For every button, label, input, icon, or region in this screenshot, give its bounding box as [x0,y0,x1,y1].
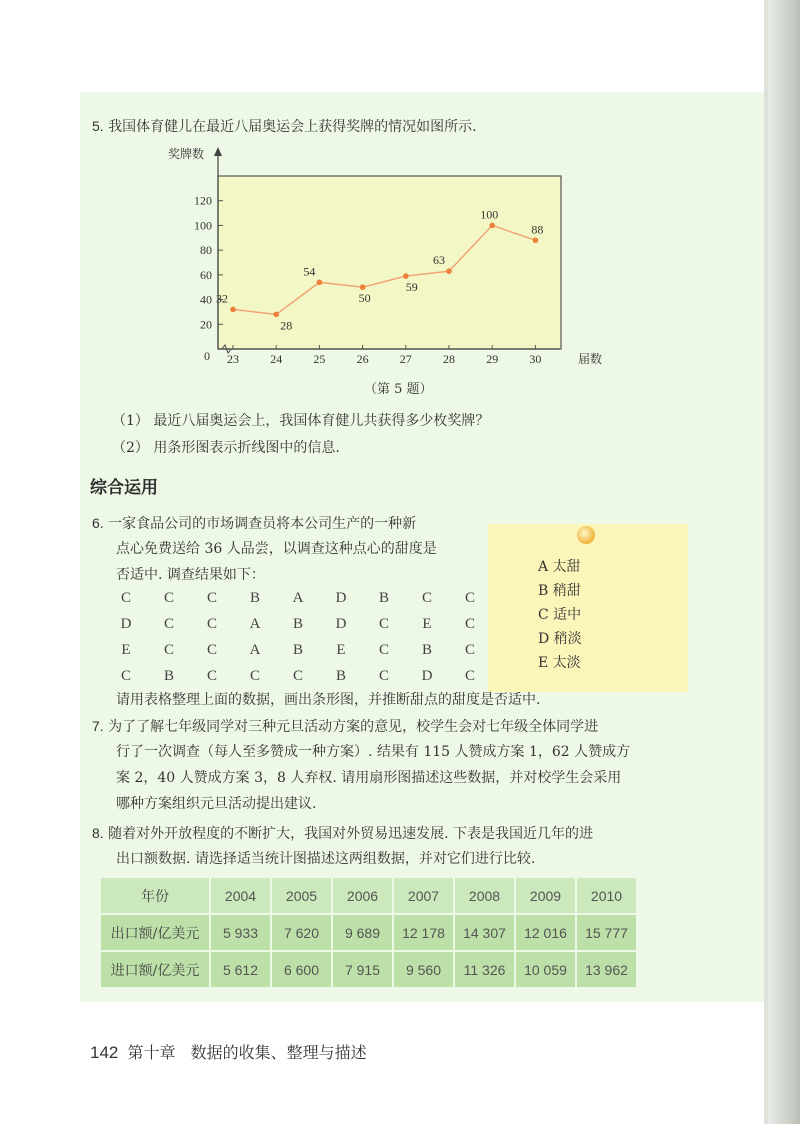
y-axis-title: 奖牌数 [168,147,205,161]
x-tick-label: 25 [313,352,326,366]
data-point [533,237,539,243]
table-row [101,915,636,950]
option-e: E 太淡 [538,655,581,671]
survey-letter: C [464,616,475,632]
table-cell: 11 326 [455,952,514,987]
survey-letter: D [421,668,433,684]
header-cell: 2004 [211,878,270,913]
survey-letter: C [120,590,131,606]
y-tick-label: 20 [200,317,212,332]
survey-letter: B [292,642,303,658]
data-label: 63 [433,253,445,268]
data-point [489,223,495,229]
survey-letter: C [464,590,475,606]
x-tick-label: 29 [486,352,499,366]
q6-text-1: 一家食品公司的市场调查员将本公司生产的一种新 [108,516,417,532]
data-label: 59 [405,280,418,295]
survey-letter: C [464,668,475,684]
data-label: 28 [280,318,293,333]
survey-letter: D [120,616,132,632]
survey-letter: B [163,668,174,684]
y-tick-label: 120 [194,193,212,208]
y-tick-label: 60 [200,267,212,282]
x-tick-label: 27 [399,352,412,366]
data-label: 32 [216,291,228,306]
header-cell: 2008 [455,878,514,913]
survey-letter: C [120,668,131,684]
data-point [230,307,236,313]
trade-table [99,876,638,989]
survey-letter: B [292,616,303,632]
survey-letter: B [421,642,432,658]
survey-letter: B [249,590,260,606]
y-tick-label: 80 [200,243,212,258]
row-label: 出口额/亿美元 [101,915,209,950]
plot-area [218,176,561,349]
table-cell: 9 689 [333,915,392,950]
survey-letter: C [206,590,217,606]
q8-line-1 [92,823,593,844]
q7-number: 7. [92,718,104,734]
q6-line-1 [92,513,416,534]
survey-letter: C [206,668,217,684]
table-cell: 6 600 [272,952,331,987]
sticky-note [488,524,688,692]
data-point [403,273,409,279]
q5-number: 5. [92,118,104,134]
option-b: B 稍甜 [538,583,581,599]
page-number: 142 [90,1043,119,1062]
header-cell: 2010 [577,878,636,913]
q7-text-1: 为了了解七年级同学对三种元旦活动方案的意见，校学生会对七年级全体同学进 [108,719,599,735]
survey-letter: E [336,642,346,658]
q6-tail: 请用表格整理上面的数据，画出条形图，并推断甜点的甜度是否适中. [116,692,541,708]
data-point [273,312,279,318]
page-footer [90,1040,367,1063]
data-label: 54 [303,264,316,279]
survey-letter: C [206,616,217,632]
option-c: C 适中 [538,607,582,623]
survey-letter: C [378,642,389,658]
survey-letter: C [206,642,217,658]
survey-letter: C [163,590,174,606]
q8-line-2: 出口额数据. 请选择适当统计图描述这两组数据，并对它们进行比较. [116,851,536,867]
survey-letter: D [335,616,347,632]
chapter-label: 第十章 [127,1043,176,1062]
row-label: 进口额/亿美元 [101,952,209,987]
survey-letter: D [335,590,347,606]
table-cell: 13 962 [577,952,636,987]
data-point [317,279,323,285]
q5-caption: （第 5 题） [364,382,433,397]
table-cell: 10 059 [516,952,575,987]
origin-label: 0 [204,349,210,363]
data-point [360,284,366,290]
y-axis-arrow-icon [214,147,222,156]
medal-line-chart [0,0,800,400]
q8-text-1: 随着对外开放程度的不断扩大，我国对外贸易迅速发展. 下表是我国近几年的进 [108,826,594,842]
survey-letter: C [163,642,174,658]
survey-letter: A [292,590,304,606]
survey-letter: C [378,616,389,632]
q7-line-2: 行了一次调查（每人至多赞成一种方案）. 结果有 115 人赞成方案 1，62 人赞成方 [116,744,631,760]
survey-letter: E [121,642,131,658]
table-cell: 14 307 [455,915,514,950]
table-cell: 9 560 [394,952,453,987]
table-header-row [101,878,636,913]
q6-line-3: 否适中. 调查结果如下： [116,567,265,583]
table-cell: 5 612 [211,952,270,987]
data-label: 50 [358,291,371,306]
option-a: A 太甜 [538,559,581,575]
table-cell: 15 777 [577,915,636,950]
chapter-title: 数据的收集、整理与描述 [190,1043,367,1062]
table-cell: 5 933 [211,915,270,950]
survey-letter: C [249,668,260,684]
section-title: 综合运用 [90,478,158,498]
survey-letter: C [421,590,432,606]
survey-letter: C [163,616,174,632]
table-cell: 12 016 [516,915,575,950]
y-tick-label: 40 [200,292,212,307]
survey-letter: B [335,668,346,684]
q8-number: 8. [92,825,104,841]
q5-sub2: （2） 用条形图表示折线图中的信息. [112,440,340,456]
survey-letter: C [464,642,475,658]
header-cell: 2007 [394,878,453,913]
survey-letter: C [292,668,303,684]
survey-letter: A [249,642,261,658]
table-cell: 7 915 [333,952,392,987]
x-tick-label: 28 [443,352,455,366]
q7-line-1 [92,716,598,737]
survey-letter: E [422,616,432,632]
option-d: D 稍淡 [538,631,582,647]
x-axis-title: 届数 [578,352,603,366]
data-label: 100 [480,207,499,222]
x-tick-label: 30 [529,352,542,366]
q5-text: 我国体育健儿在最近八届奥运会上获得奖牌的情况如图所示. [108,119,477,135]
q5-sub1: （1） 最近八届奥运会上，我国体育健儿共获得多少枚奖牌？ [112,413,490,429]
x-tick-label: 24 [270,352,283,366]
survey-letter: A [249,616,261,632]
y-tick-label: 100 [194,218,212,233]
data-label: 88 [531,222,544,237]
x-tick-label: 23 [227,352,239,366]
data-point [446,268,452,274]
q6-line-2: 点心免费送给 36 人品尝，以调查这种点心的甜度是 [116,541,437,557]
x-tick-label: 26 [356,352,369,366]
q7-line-4: 哪种方案组织元旦活动提出建议. [116,796,317,812]
header-cell: 2009 [516,878,575,913]
header-cell: 2005 [272,878,331,913]
header-label: 年份 [101,878,209,913]
table-cell: 7 620 [272,915,331,950]
table-row [101,952,636,987]
q7-line-3: 案 2，40 人赞成方案 3，8 人弃权. 请用扇形图描述这些数据，并对校学生会采用 [116,770,622,786]
survey-letter: C [378,668,389,684]
header-cell: 2006 [333,878,392,913]
survey-letter: B [378,590,389,606]
table-cell: 12 178 [394,915,453,950]
q6-number: 6. [92,515,104,531]
pushpin-icon [577,526,595,544]
